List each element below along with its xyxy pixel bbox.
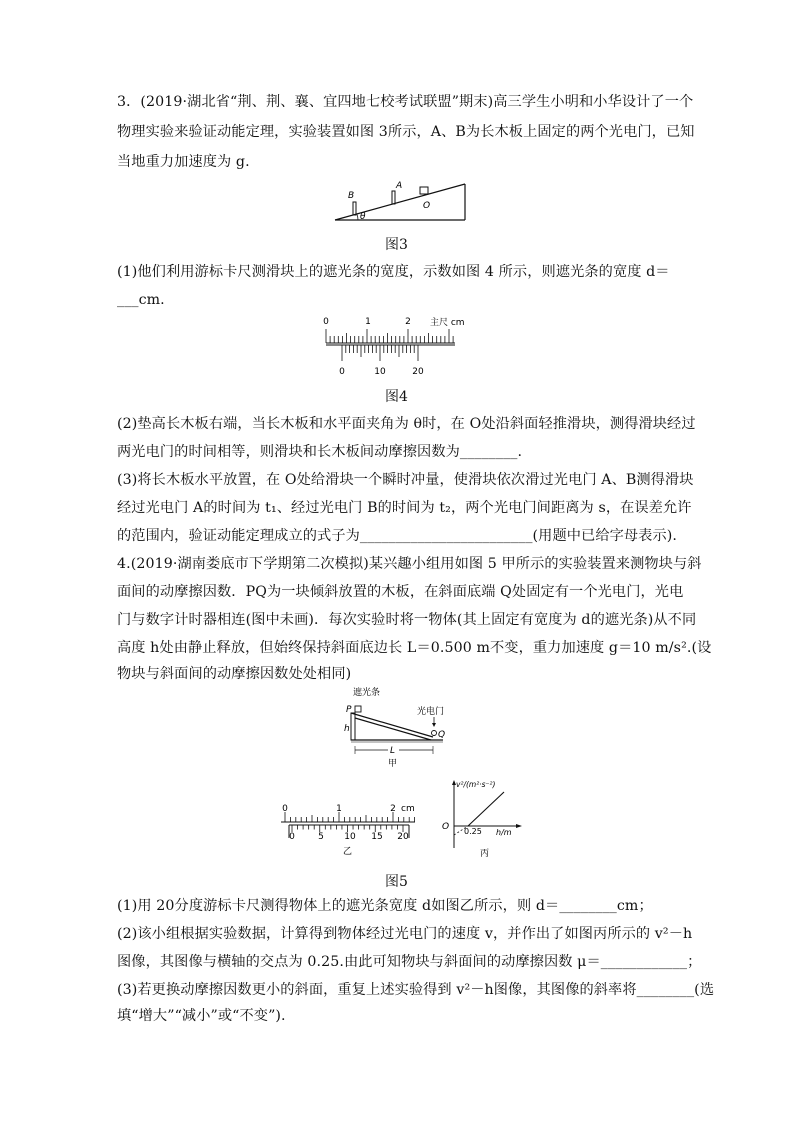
yi-main-tick-label: 2 (390, 804, 396, 814)
q4-part3-line1: (3)若更换动摩擦因数更小的斜面，重复上述实验得到 v²－h图像，其图像的斜率将________(选 (117, 982, 715, 998)
fig4-main-scale (326, 329, 453, 343)
q4-intro-line3: 门与数字计时器相连(图中未画)．每次实验时将一物体(其上固定有宽度为 d的遮光条)从不同 (117, 612, 697, 628)
fig4-main-tick-label: 0 (323, 317, 329, 327)
bing-caption: 丙 (480, 849, 490, 859)
figure-5-yi-vernier (275, 800, 425, 860)
yi-main-tick-label: 0 (282, 804, 288, 814)
yi-vernier-tick-label: 0 (289, 832, 295, 842)
yi-main-tick-label: 1 (336, 804, 342, 814)
jia-board-PQ-bottom (355, 718, 431, 740)
jia-guangdianmen-label: 光电门 (417, 707, 445, 717)
fig4-main-unit: 主尺 cm (430, 318, 465, 328)
q4-intro-line2: 面间的动摩擦因数．PQ为一块倾斜放置的木板，在斜面底端 Q处固定有一个光电门，光电 (117, 584, 684, 600)
jia-Q-label: Q (438, 730, 446, 740)
q4-intro-line4: 高度 h处由静止释放，但始终保持斜面底边长 L＝0.500 m不变，重力加速度 g＝10 m/s².(设 (117, 640, 712, 656)
fig5-caption: 图5 (385, 874, 408, 890)
bing-origin-label: O (442, 822, 450, 832)
fig3-caption: 图3 (385, 237, 408, 253)
yi-vernier-tick-label: 20 (397, 832, 409, 842)
jia-gate-arrowhead (432, 723, 436, 727)
q3-part2-line1: (2)垫高长木板右端，当长木板和水平面夹角为 θ时，在 O处沿斜面轻推滑块，测得滑块经过 (117, 416, 696, 432)
q4-part2-line2: 图像，其图像与横轴的交点为 0.25.由此可知物块与斜面间的动摩擦因数 μ＝____________； (117, 954, 702, 970)
figure-4-vernier (320, 312, 480, 378)
bing-intercept-label: 0.25 (464, 827, 482, 836)
bing-data-line (468, 792, 504, 826)
jia-P-label: P (346, 705, 352, 715)
q4-part2-line1: (2)该小组根据实验数据，计算得到物体经过光电门的速度 v，并作出了如图丙所示的 v²－h (117, 926, 693, 942)
jia-L-label: L (390, 746, 396, 756)
fig4-vernier-tick-label: 0 (339, 367, 345, 377)
fig4-vernier-tick-label: 10 (374, 367, 386, 377)
yi-main-unit: cm (401, 804, 415, 814)
fig4-caption: 图4 (385, 389, 408, 405)
fig3-theta-label: θ (360, 212, 366, 222)
fig3-angle-arc (357, 215, 358, 221)
bing-x-label: h/m (496, 828, 512, 837)
fig3-gate-A (392, 191, 395, 204)
q3-intro-line1: 3．(2019·湖北省“荆、荆、襄、宜四地七校考试联盟”期末)高三学生小明和小华设计了一个 (117, 94, 694, 110)
fig3-slider (420, 187, 428, 194)
fig4-main-tick-label: 1 (365, 317, 371, 327)
yi-vernier-tick-label: 15 (371, 832, 383, 842)
yi-vernier-tick-label: 10 (344, 832, 356, 842)
figure-5-jia-incline (335, 684, 460, 768)
q3-part1-line2: ___cm. (117, 292, 165, 308)
q3-part3-line3: 的范围内，验证动能定理成立的式子为________________________(用题中已给字母表示). (117, 528, 678, 544)
q4-part1: (1)用 20分度游标卡尺测得物体上的遮光条宽度 d如图乙所示，则 d＝________cm； (117, 898, 653, 914)
jia-block-P (355, 706, 361, 712)
bing-y-label: v²/(m²·s⁻²) (456, 780, 496, 789)
jia-photogate-Q (432, 731, 437, 736)
fig3-A-label: A (396, 181, 403, 191)
q4-intro-line5: 物块与斜面间的动摩擦因数处处相同) (117, 666, 352, 682)
bing-x-arrow (516, 824, 522, 828)
q4-intro-line1: 4.(2019·湖南娄底市下学期第二次模拟)某兴趣小组用如图 5 甲所示的实验装置来测物块与斜 (117, 556, 702, 572)
q3-part3-line2: 经过光电门 A的时间为 t₁、经过光电门 B的时间为 t₂，两个光电门间距离为 s，在误差允许 (117, 500, 692, 516)
yi-caption: 乙 (343, 847, 353, 857)
fig4-main-tick-label: 2 (405, 317, 411, 327)
figure-3-incline (330, 176, 480, 224)
fig4-vernier-tick-label: 20 (412, 367, 424, 377)
q4-part3-line2: 填“增大”“减小”或“不变”). (117, 1008, 286, 1024)
jia-h-label: h (344, 724, 350, 734)
jia-caption: 甲 (388, 759, 398, 768)
fig4-vernier-scale (342, 345, 418, 361)
yi-vernier-tick-label: 5 (318, 832, 324, 842)
q3-part3-line1: (3)将长木板水平放置，在 O处给滑块一个瞬时冲量，使滑块依次滑过光电门 A、B测得滑块 (117, 472, 694, 488)
yi-vernier-scale (292, 825, 403, 832)
figure-5-bing-graph (436, 776, 526, 860)
q3-intro-line2: 物理实验来验证动能定理，实验装置如图 3所示，A、B为长木板上固定的两个光电门，已知 (117, 124, 695, 140)
q3-intro-line3: 当地重力加速度为 g. (117, 154, 250, 170)
fig3-O-label: O (423, 201, 431, 211)
fig3-B-label: B (348, 191, 355, 201)
fig3-gate-B (353, 202, 356, 215)
q3-part1-line1: (1)他们利用游标卡尺测滑块上的遮光条的宽度，示数如图 4 所示，则遮光条的宽度 d＝ (117, 264, 670, 280)
jia-support (351, 713, 355, 740)
jia-zheguangtiao-label: 遮光条 (353, 688, 381, 698)
q3-part2-line2: 两光电门的时间相等，则滑块和长木板间动摩擦因数为________. (117, 444, 523, 460)
